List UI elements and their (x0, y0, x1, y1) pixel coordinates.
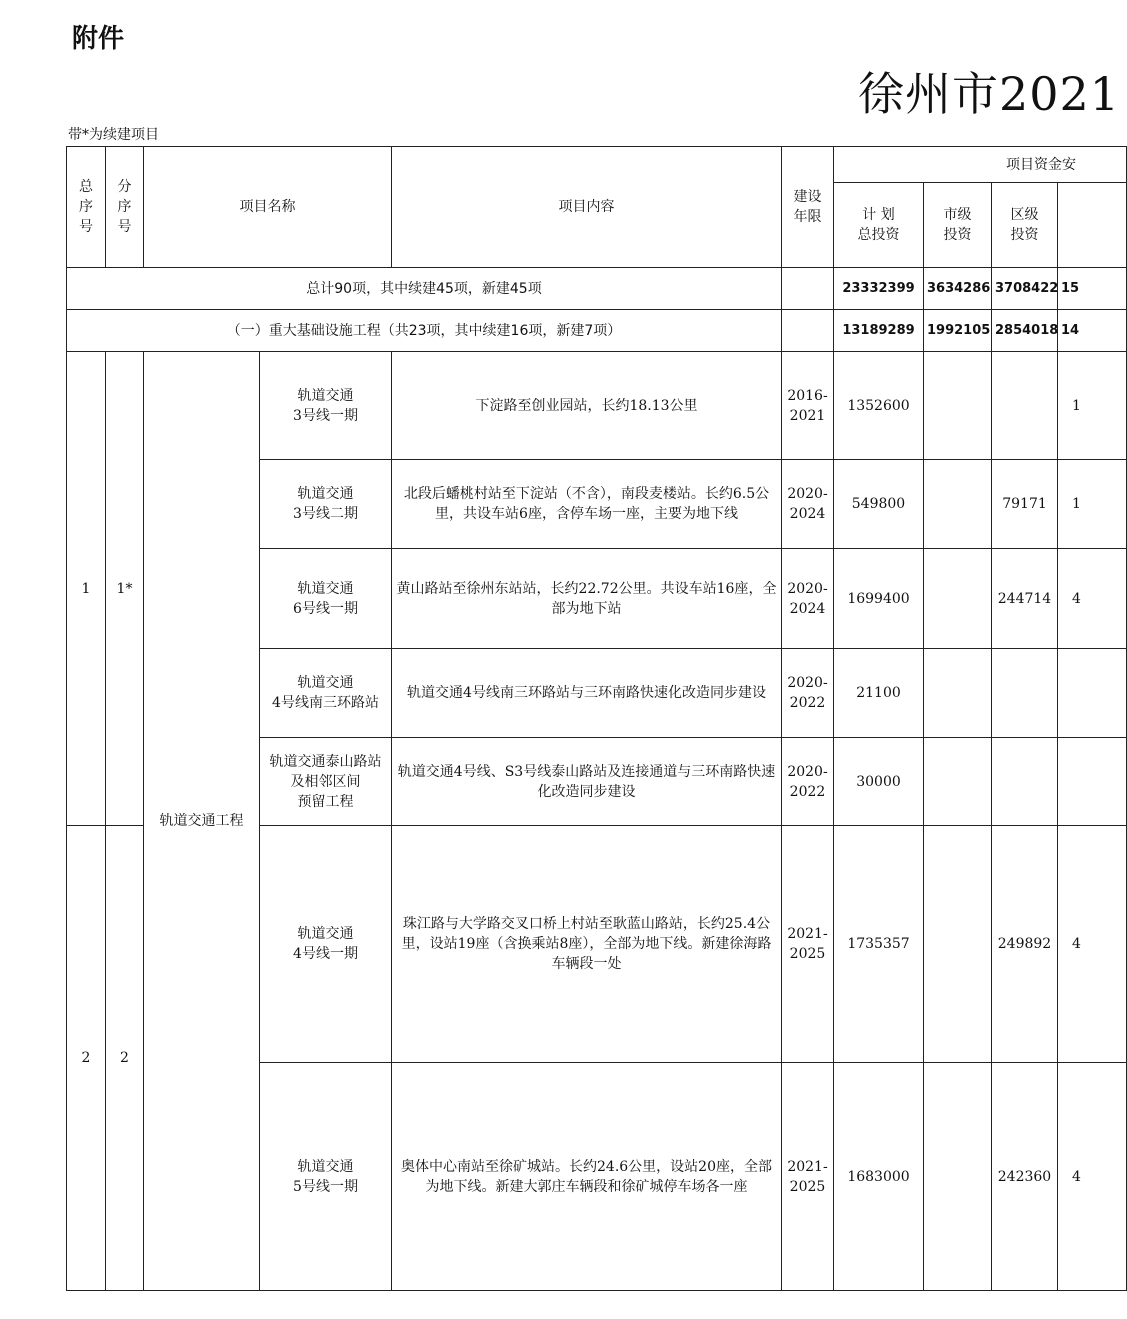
project-content: 轨道交通4号线、S3号线泰山路站及连接通道与三环南路快速化改造同步建设 (392, 738, 782, 826)
summary-period-cell (782, 268, 834, 310)
project-content: 下淀路至创业园站，长约18.13公里 (392, 352, 782, 460)
header-project-name: 项目名称 (144, 147, 392, 268)
project-planned-total: 21100 (834, 649, 924, 738)
summary-row-section (67, 310, 1127, 352)
category-cell: 轨道交通工程 (144, 352, 260, 1291)
project-district (992, 352, 1058, 460)
header-funding-group: 项目资金安 (834, 147, 1127, 183)
header-total-no: 总 序 号 (67, 147, 106, 268)
project-period: 2021- 2025 (782, 1063, 834, 1291)
group-sub-no: 1* (106, 352, 144, 826)
project-cut: 4 (1058, 1063, 1127, 1291)
project-planned-total: 549800 (834, 460, 924, 549)
project-district: 249892 (992, 826, 1058, 1063)
project-cut: 1 (1058, 352, 1127, 460)
section-city: 1992105 (924, 310, 992, 352)
project-name: 轨道交通 3号线一期 (260, 352, 392, 460)
project-planned-total: 1735357 (834, 826, 924, 1063)
project-cut (1058, 649, 1127, 738)
project-content: 北段后蟠桃村站至下淀站（不含），南段麦楼站。长约6.5公里，共设车站6座，含停车场一座，主要为地下线 (392, 460, 782, 549)
header-sub-no: 分 序 号 (106, 147, 144, 268)
project-period: 2020- 2022 (782, 649, 834, 738)
project-cut (1058, 738, 1127, 826)
project-cut: 4 (1058, 549, 1127, 649)
summary-label: 总计90项，其中续建45项，新建45项 (67, 268, 782, 310)
section-label: （一）重大基础设施工程（共23项，其中续建16项，新建7项） (67, 310, 782, 352)
project-name: 轨道交通 5号线一期 (260, 1063, 392, 1291)
project-district: 244714 (992, 549, 1058, 649)
document-title: 徐州市2021 (858, 67, 1121, 121)
continuation-note: 带*为续建项目 (68, 127, 159, 143)
project-cut: 1 (1058, 460, 1127, 549)
project-cut: 4 (1058, 826, 1127, 1063)
section-period-cell (782, 310, 834, 352)
section-planned-total: 13189289 (834, 310, 924, 352)
project-city (924, 649, 992, 738)
project-district: 79171 (992, 460, 1058, 549)
project-name: 轨道交通泰山路站 及相邻区间 预留工程 (260, 738, 392, 826)
group-total-no: 1 (67, 352, 106, 826)
project-city (924, 738, 992, 826)
project-period: 2020- 2024 (782, 549, 834, 649)
project-district (992, 738, 1058, 826)
project-planned-total: 1683000 (834, 1063, 924, 1291)
project-name: 轨道交通 4号线南三环路站 (260, 649, 392, 738)
project-planned-total: 1699400 (834, 549, 924, 649)
project-city (924, 549, 992, 649)
annex-label: 附件 (72, 24, 125, 54)
project-period: 2020- 2024 (782, 460, 834, 549)
summary-district: 3708422 (992, 268, 1058, 310)
summary-planned-total: 23332399 (834, 268, 924, 310)
project-content: 轨道交通4号线南三环路站与三环南路快速化改造同步建设 (392, 649, 782, 738)
header-planned-total: 计 划 总投资 (834, 183, 924, 268)
header-period: 建设 年限 (782, 147, 834, 268)
project-period: 2020- 2022 (782, 738, 834, 826)
project-planned-total: 30000 (834, 738, 924, 826)
project-district: 242360 (992, 1063, 1058, 1291)
project-content: 奥体中心南站至徐矿城站。长约24.6公里，设站20座，全部为地下线。新建大郭庄车辆段和徐矿城停车场各一座 (392, 1063, 782, 1291)
project-name: 轨道交通 4号线一期 (260, 826, 392, 1063)
header-district-invest: 区级 投资 (992, 183, 1058, 268)
project-city (924, 1063, 992, 1291)
project-period: 2016- 2021 (782, 352, 834, 460)
project-planned-total: 1352600 (834, 352, 924, 460)
section-district: 2854018 (992, 310, 1058, 352)
project-city (924, 826, 992, 1063)
summary-city: 3634286 (924, 268, 992, 310)
project-name: 轨道交通 3号线二期 (260, 460, 392, 549)
group-sub-no: 2 (106, 826, 144, 1291)
group-total-no: 2 (67, 826, 106, 1291)
header-city-invest: 市级 投资 (924, 183, 992, 268)
project-period: 2021- 2025 (782, 826, 834, 1063)
table-row (67, 352, 1127, 460)
project-city (924, 460, 992, 549)
section-cut: 14 (1058, 310, 1127, 352)
project-content: 珠江路与大学路交叉口桥上村站至耿蓝山路站，长约25.4公里，设站19座（含换乘站8座），全部为地下线。新建徐海路车辆段一处 (392, 826, 782, 1063)
project-district (992, 649, 1058, 738)
summary-cut: 15 (1058, 268, 1127, 310)
project-city (924, 352, 992, 460)
header-cut-col (1058, 183, 1127, 268)
header-project-content: 项目内容 (392, 147, 782, 268)
project-table (66, 146, 1127, 1291)
project-content: 黄山路站至徐州东站站，长约22.72公里。共设车站16座，全部为地下站 (392, 549, 782, 649)
summary-row-total (67, 268, 1127, 310)
project-name: 轨道交通 6号线一期 (260, 549, 392, 649)
